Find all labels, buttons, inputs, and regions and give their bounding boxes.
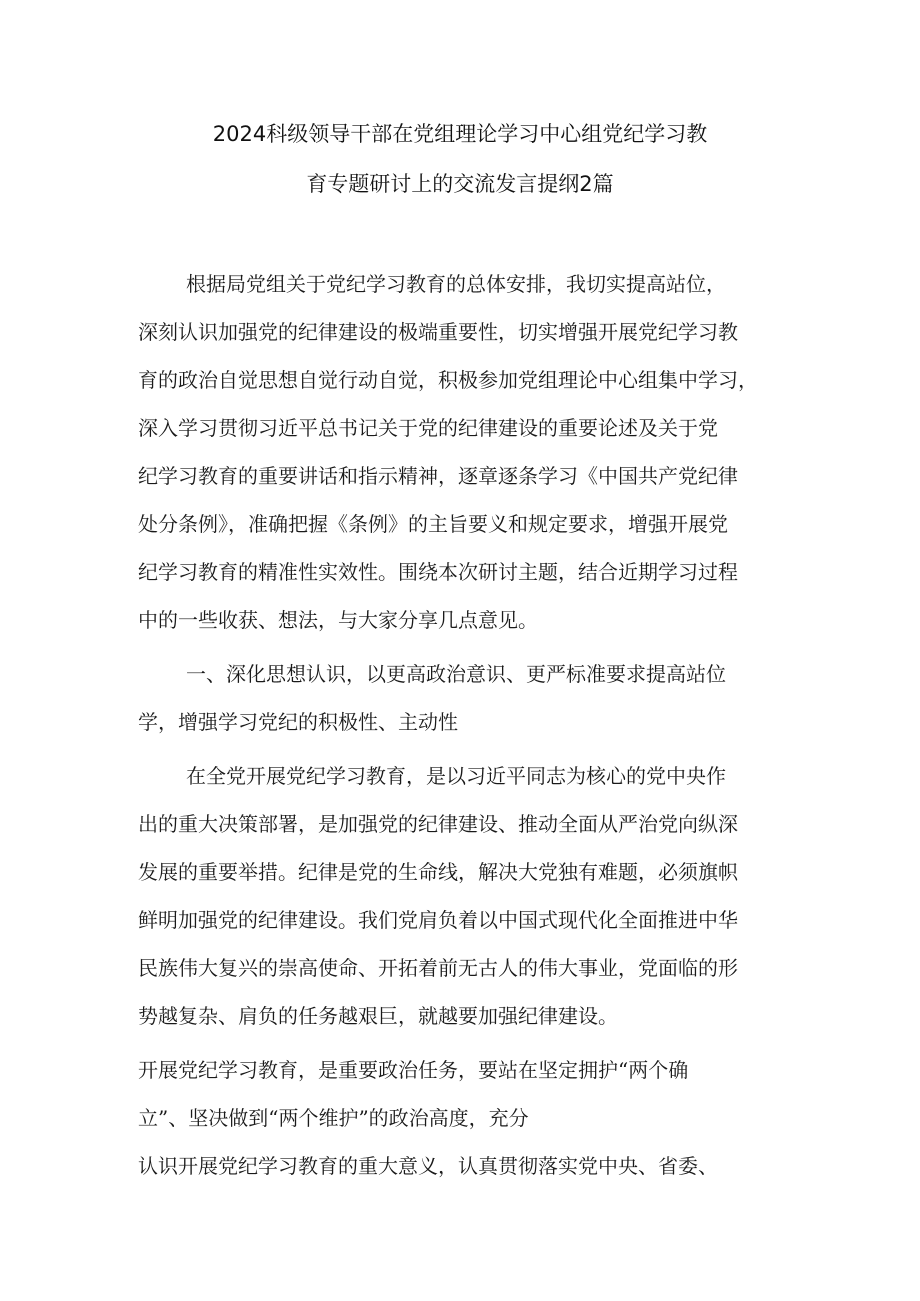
paragraph-line: 深刻认识加强党的纪律建设的极端重要性，切实增强开展党纪学习教 (138, 320, 738, 344)
paragraph-line: 中的一些收获、想法，与大家分享几点意见。 (138, 608, 538, 632)
paragraph-line: 开展党纪学习教育，是重要政治任务，要站在坚定拥护“两个确 (138, 1058, 689, 1082)
paragraph-line: 鲜明加强党的纪律建设。我们党肩负着以中国式现代化全面推进中华 (138, 908, 738, 932)
paragraph-line: 深入学习贯彻习近平总书记关于党的纪律建设的重要论述及关于党 (138, 416, 718, 440)
paragraph-line: 立”、坚决做到“两个维护”的政治高度，充分 (138, 1106, 529, 1130)
paragraph-line: 育的政治自觉思想自觉行动自觉，积极参加党组理论中心组集中学习， (138, 368, 758, 392)
section-heading-line-2: 学，增强学习党纪的积极性、主动性 (138, 710, 458, 734)
paragraph-line: 势越复杂、肩负的任务越艰巨，就越要加强纪律建设。 (138, 1004, 618, 1028)
paragraph-line: 民族伟大复兴的崇高使命、开拓着前无古人的伟大事业，党面临的形 (138, 956, 738, 980)
paragraph-line: 纪学习教育的精准性实效性。围绕本次研讨主题，结合近期学习过程 (138, 560, 738, 584)
document-title-line-1: 2024科级领导干部在党组理论学习中心组党纪学习教 (212, 122, 708, 146)
paragraph-line: 认识开展党纪学习教育的重大意义，认真贯彻落实党中央、省委、 (138, 1154, 718, 1178)
paragraph-line: 出的重大决策部署，是加强党的纪律建设、推动全面从严治党向纵深 (138, 812, 738, 836)
section-heading-line-1: 一、深化思想认识，以更高政治意识、更严标准要求提高站位 (186, 662, 726, 686)
paragraph-line: 纪学习教育的重要讲话和指示精神，逐章逐条学习《中国共产党纪律 (138, 464, 738, 488)
document-title-line-2: 育专题研讨上的交流发言提纲2篇 (306, 172, 614, 196)
paragraph-line: 在全党开展党纪学习教育，是以习近平同志为核心的党中央作 (186, 764, 726, 788)
paragraph-line: 发展的重要举措。纪律是党的生命线，解决大党独有难题，必须旗帜 (138, 860, 738, 884)
paragraph-line: 根据局党组关于党纪学习教育的总体安排，我切实提高站位， (186, 272, 726, 296)
paragraph-line: 处分条例》，准确把握《条例》的主旨要义和规定要求，增强开展党 (138, 512, 728, 536)
